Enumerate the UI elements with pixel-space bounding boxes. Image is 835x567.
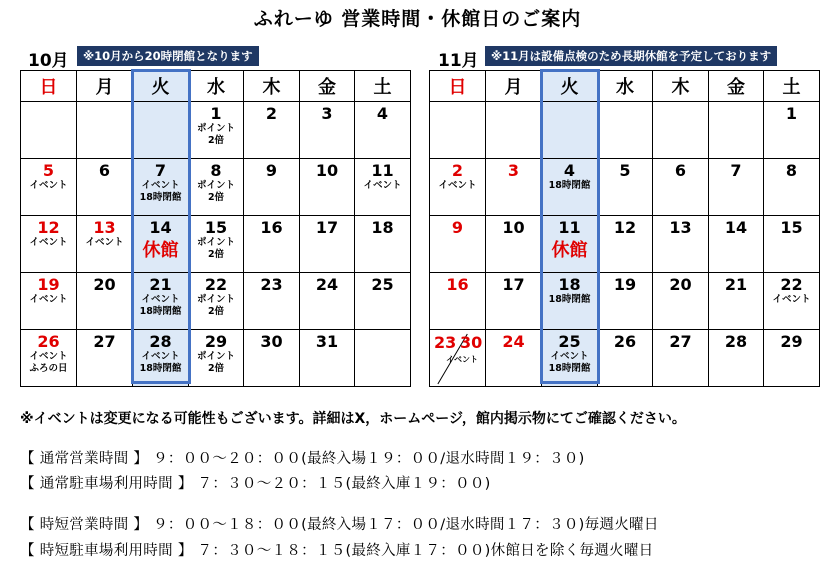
- event-change-note: ※イベントは変更になる可能性もございます。詳細はX，ホームページ，館内掲示物にてご確認ください。: [20, 411, 686, 427]
- day-note: ポイント: [196, 180, 235, 191]
- day-number: 17: [315, 218, 339, 237]
- day-number: 16: [446, 275, 469, 294]
- day-number: 28: [724, 332, 748, 351]
- short-parking-hours: 【 時短駐車場利用時間 】 ７：３０～１８：１５(最終入庫１７：００)休館日を除く毎週火曜日: [20, 543, 654, 559]
- day-cell: [77, 159, 133, 216]
- closed-label: 休館: [142, 240, 179, 261]
- day-cell: [764, 330, 820, 387]
- day-note: イベント: [141, 294, 180, 305]
- day-number: 30: [260, 332, 283, 351]
- day-number: 22: [204, 275, 228, 294]
- day-note: イベント: [29, 294, 68, 305]
- calendar-week: [430, 159, 820, 216]
- day-number: 2: [265, 104, 278, 123]
- day-number: 21: [149, 275, 172, 294]
- weekday-2: 火: [133, 71, 189, 102]
- day-number: 7: [730, 161, 742, 180]
- day-cell: [300, 273, 355, 330]
- day-cell: [598, 273, 653, 330]
- day-cell: [77, 273, 133, 330]
- day-cell: [133, 159, 189, 216]
- day-cell: [21, 330, 77, 387]
- day-cell: [244, 102, 300, 159]
- day-cell: [709, 102, 764, 159]
- october-label: 10月: [28, 51, 69, 71]
- day-cell: [21, 216, 77, 273]
- day-number: 2: [451, 161, 464, 180]
- day-cell: [355, 159, 411, 216]
- day-cell: [300, 216, 355, 273]
- day-number: 19: [613, 275, 637, 294]
- day-number: 4: [563, 161, 576, 180]
- day-number: 18: [558, 275, 581, 294]
- day-note: ポイント: [196, 237, 235, 248]
- day-number: 9: [265, 161, 278, 180]
- day-note: 18時閉館: [139, 191, 182, 203]
- day-cell: [486, 216, 542, 273]
- day-number: 25: [558, 332, 581, 351]
- day-cell: [430, 102, 486, 159]
- day-cell: [355, 330, 411, 387]
- day-number: 20: [669, 275, 692, 294]
- day-note: 2倍: [207, 305, 225, 317]
- day-cell: [598, 102, 653, 159]
- event-label: イベント: [446, 355, 478, 364]
- october-notice: ※10月から20時閉館となります: [77, 46, 259, 66]
- day-cell: [300, 102, 355, 159]
- day-number: 24: [315, 275, 339, 294]
- day-number: 10: [502, 218, 525, 237]
- day-number: 15: [780, 218, 803, 237]
- calendar-week: [430, 273, 820, 330]
- day-number: 10: [315, 161, 339, 180]
- day-cell: [189, 330, 244, 387]
- day-number: 29: [780, 332, 803, 351]
- day-number: 6: [674, 161, 687, 180]
- day-cell: [486, 102, 542, 159]
- day-number: 29: [204, 332, 228, 351]
- day-cell: [189, 159, 244, 216]
- calendar-week: [21, 216, 411, 273]
- short-hours: 【 時短営業時間 】 ９：００～１８：００(最終入場１７：００/退水時間１７：３０)毎週火曜日: [20, 517, 659, 533]
- day-number: 5: [42, 161, 55, 180]
- day-number: 20: [93, 275, 116, 294]
- day-cell: [653, 273, 709, 330]
- regular-hours: 【 通常営業時間 】 ９：００～２０：００(最終入場１９：００/退水時間１９：３０): [20, 451, 585, 467]
- weekday-header: [21, 71, 411, 102]
- day-number: 30: [460, 333, 483, 352]
- day-number: 24: [502, 332, 525, 351]
- day-cell: [189, 102, 244, 159]
- weekday-3: 水: [189, 71, 244, 102]
- day-cell: [133, 330, 189, 387]
- day-cell: [709, 159, 764, 216]
- day-note: イベント: [550, 351, 589, 362]
- day-number: 12: [37, 218, 60, 237]
- day-cell: [709, 273, 764, 330]
- day-cell: [21, 102, 77, 159]
- day-note: イベント: [85, 237, 124, 248]
- day-cell: [653, 102, 709, 159]
- weekday-0: 日: [21, 71, 77, 102]
- day-number: 8: [785, 161, 798, 180]
- day-number: 12: [613, 218, 637, 237]
- weekday-4: 木: [653, 71, 709, 102]
- closed-label: 休館: [551, 240, 588, 261]
- day-number: 13: [93, 218, 116, 237]
- weekday-header: [430, 71, 820, 102]
- day-cell: [709, 330, 764, 387]
- day-number: 13: [669, 218, 692, 237]
- day-note: ポイント: [196, 123, 235, 134]
- day-number: 1: [785, 104, 798, 123]
- day-cell: [355, 102, 411, 159]
- day-number: 18: [371, 218, 394, 237]
- day-number: 26: [613, 332, 637, 351]
- day-cell: [598, 159, 653, 216]
- calendar-week: [430, 330, 820, 387]
- november-calendar: [429, 70, 820, 387]
- day-cell: [355, 273, 411, 330]
- day-number: 4: [376, 104, 389, 123]
- day-cell: [764, 102, 820, 159]
- day-number: 17: [502, 275, 525, 294]
- day-cell: [244, 330, 300, 387]
- calendar-week: [21, 330, 411, 387]
- weekday-4: 木: [244, 71, 300, 102]
- day-cell: [189, 216, 244, 273]
- day-cell: [430, 330, 486, 387]
- day-cell: [542, 159, 598, 216]
- october-calendar: [20, 70, 411, 387]
- day-number: 25: [371, 275, 394, 294]
- day-cell: [653, 330, 709, 387]
- day-note: 18時閉館: [548, 180, 591, 191]
- day-cell: [430, 216, 486, 273]
- day-number: 28: [149, 332, 172, 351]
- day-note: 18時閉館: [139, 362, 182, 374]
- day-cell: [77, 102, 133, 159]
- day-number: 3: [321, 104, 333, 123]
- day-cell: [355, 216, 411, 273]
- day-note: イベント: [29, 237, 68, 248]
- day-cell: [764, 216, 820, 273]
- day-number: 23: [260, 275, 283, 294]
- day-number: 14: [149, 218, 172, 237]
- day-number: 9: [451, 218, 464, 237]
- day-cell: [133, 216, 189, 273]
- day-note: ポイント: [196, 294, 235, 305]
- day-note: ふろの日: [29, 362, 68, 374]
- weekday-5: 金: [300, 71, 355, 102]
- day-cell: [486, 273, 542, 330]
- weekday-0: 日: [430, 71, 486, 102]
- weekday-2: 火: [542, 71, 598, 102]
- day-cell: [542, 102, 598, 159]
- day-number: 11: [371, 161, 394, 180]
- weekday-1: 月: [77, 71, 133, 102]
- day-cell: [244, 216, 300, 273]
- day-number: 16: [260, 218, 283, 237]
- november-label: 11月: [438, 51, 479, 71]
- day-cell: [542, 216, 598, 273]
- day-cell: [653, 159, 709, 216]
- calendar-week: [21, 159, 411, 216]
- day-note: イベント: [29, 180, 68, 191]
- day-cell: [133, 273, 189, 330]
- day-note: 18時閉館: [139, 305, 182, 317]
- day-number: 23: [434, 333, 457, 352]
- weekday-1: 月: [486, 71, 542, 102]
- day-cell: [77, 330, 133, 387]
- day-cell: [709, 216, 764, 273]
- weekday-3: 水: [598, 71, 653, 102]
- calendar-week: [430, 102, 820, 159]
- day-number: 31: [315, 332, 339, 351]
- day-cell: [542, 330, 598, 387]
- day-number: 6: [98, 161, 111, 180]
- day-number: 14: [724, 218, 748, 237]
- day-number: 27: [93, 332, 116, 351]
- day-note: イベント: [141, 180, 180, 191]
- day-note: イベント: [772, 294, 811, 305]
- day-number: 22: [780, 275, 803, 294]
- day-note: 2倍: [207, 248, 225, 260]
- regular-parking-hours: 【 通常駐車場利用時間 】 ７：３０～２０：１５(最終入庫１９：００): [20, 476, 491, 492]
- day-cell: [244, 159, 300, 216]
- day-cell: [133, 102, 189, 159]
- calendar-week: [21, 273, 411, 330]
- day-cell: [300, 159, 355, 216]
- day-cell: [542, 273, 598, 330]
- weekday-6: 土: [764, 71, 820, 102]
- calendar-week: [430, 216, 820, 273]
- day-note: イベント: [363, 180, 402, 191]
- day-cell: [764, 273, 820, 330]
- day-number: 19: [37, 275, 60, 294]
- day-cell: [486, 330, 542, 387]
- day-cell: [486, 159, 542, 216]
- day-cell: [21, 273, 77, 330]
- day-note: 18時閉館: [548, 294, 591, 305]
- day-number: 27: [669, 332, 692, 351]
- day-number: 3: [507, 161, 520, 180]
- day-note: ポイント: [196, 351, 235, 362]
- day-cell: [653, 216, 709, 273]
- day-number: 26: [37, 332, 60, 351]
- day-number: 5: [619, 161, 631, 180]
- day-cell: [21, 159, 77, 216]
- weekday-6: 土: [355, 71, 411, 102]
- day-cell: [77, 216, 133, 273]
- day-number: 21: [724, 275, 748, 294]
- day-cell: [764, 159, 820, 216]
- day-number: 7: [154, 161, 167, 180]
- day-note: 18時閉館: [548, 362, 591, 374]
- weekday-5: 金: [709, 71, 764, 102]
- day-note: 2倍: [207, 134, 225, 146]
- day-note: 2倍: [207, 191, 225, 203]
- day-number: 8: [210, 161, 222, 180]
- november-notice: ※11月は設備点検のため長期休館を予定しております: [485, 46, 777, 66]
- day-cell: [430, 273, 486, 330]
- calendar-week: [21, 102, 411, 159]
- day-note: イベント: [438, 180, 477, 191]
- day-number: 15: [204, 218, 228, 237]
- day-cell: [189, 273, 244, 330]
- day-cell: [598, 330, 653, 387]
- day-cell: [300, 330, 355, 387]
- day-cell: [430, 159, 486, 216]
- day-cell: [598, 216, 653, 273]
- day-note: イベント: [141, 351, 180, 362]
- day-note: 2倍: [207, 362, 225, 374]
- day-note: イベント: [29, 351, 68, 362]
- day-number: 1: [210, 104, 222, 123]
- day-cell: [244, 273, 300, 330]
- page-title: ふれーゆ 営業時間・休館日のご案内: [253, 8, 582, 30]
- day-number: 11: [558, 218, 581, 237]
